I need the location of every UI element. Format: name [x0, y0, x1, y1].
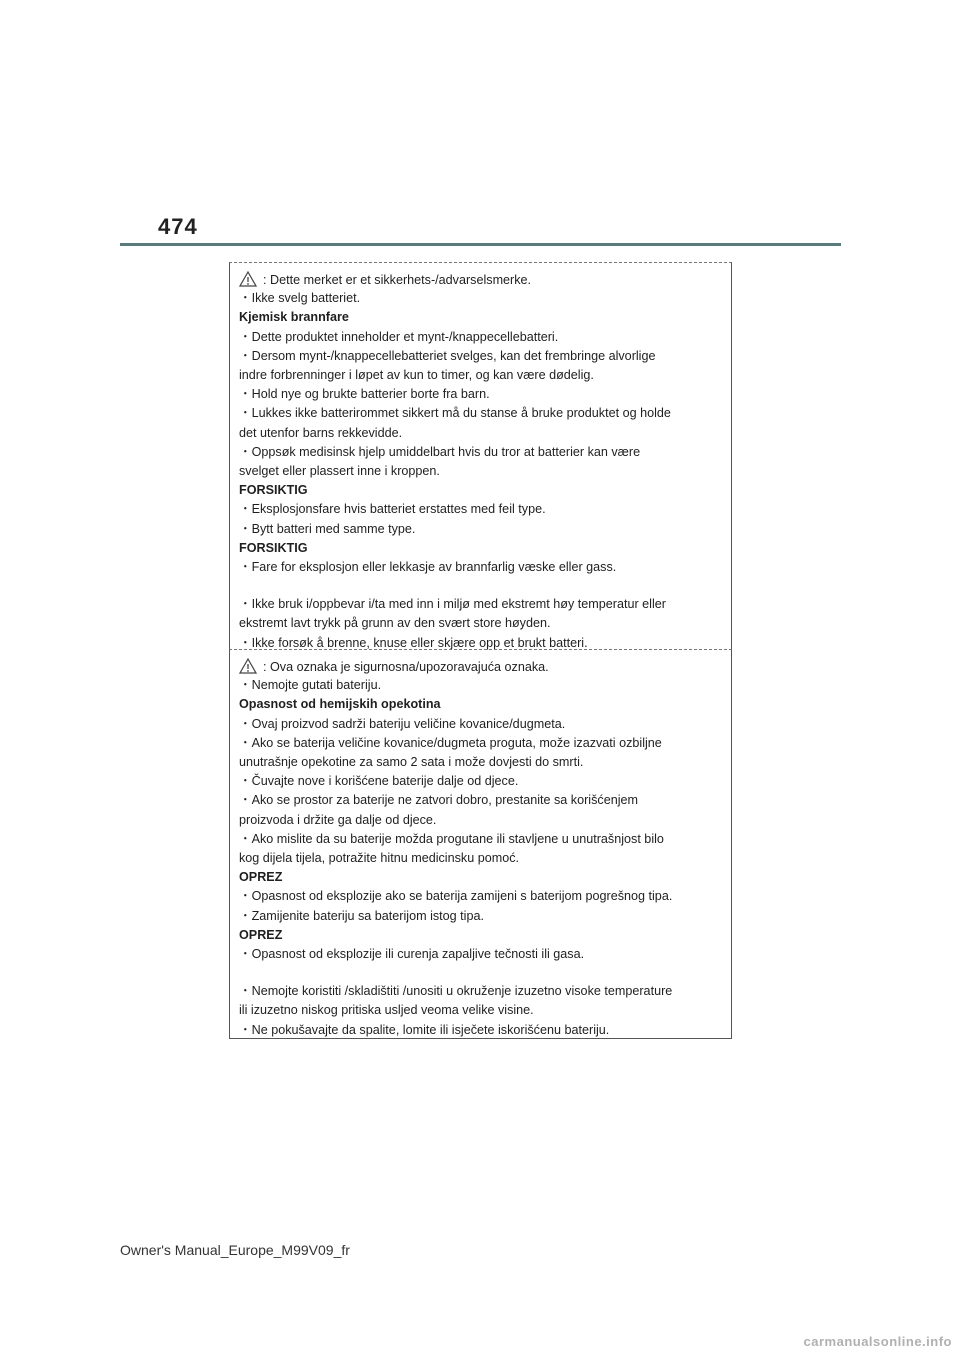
warning-line: [239, 792, 638, 808]
line-text: OPREZ: [239, 927, 283, 942]
line-text: ekstremt lavt trykk på grunn av den svært store høyden.: [239, 616, 551, 631]
line-text: ・Čuvajte nove i korišćene baterije dalje od djece.: [239, 774, 519, 789]
warning-line: [239, 983, 672, 999]
line-text: ・Dette produktet inneholder et mynt-/knappecellebatteri.: [239, 329, 559, 344]
warning-line: [239, 444, 640, 460]
line-text: ・Ako mislite da su baterije možda progutane ili stavljene u unutrašnjost bilo: [239, 831, 664, 846]
section-heading: [239, 696, 441, 712]
warning-line: [239, 735, 662, 751]
warning-line: [239, 754, 583, 770]
line-text: Opasnost od hemijskih opekotina: [239, 697, 441, 712]
line-text: ・Ovaj proizvod sadrži bateriju veličine kovanice/dugmeta.: [239, 716, 566, 731]
section-heading: [239, 869, 282, 885]
warning-line: [239, 405, 671, 421]
line-text: ・Dersom mynt-/knappecellebatteriet svelges, kan det frembringe alvorlige: [239, 348, 656, 363]
warning-line: [239, 463, 440, 479]
warning-line: [239, 716, 565, 732]
warning-line: [239, 658, 549, 678]
warning-line: [239, 1022, 609, 1038]
warning-line: [239, 946, 584, 962]
warning-line: [239, 888, 672, 904]
warning-line: [239, 677, 381, 693]
section-heading: [239, 309, 349, 325]
warning-triangle-icon: [239, 658, 257, 678]
warning-line: [239, 1002, 534, 1018]
section-heading: [239, 482, 308, 498]
line-text: svelget eller plassert inne i kroppen.: [239, 464, 440, 478]
line-text: ・Eksplosjonsfare hvis batteriet erstattes med feil type.: [239, 502, 546, 517]
line-text: ・Ikke bruk i/oppbevar i/ta med inn i miljø med ekstremt høy temperatur eller: [239, 597, 666, 612]
line-text: kog dijela tijela, potražite hitnu medicinsku pomoć.: [239, 851, 520, 865]
line-text: ・Opasnost od eksplozije ako se baterija zamijeni s baterijom pogrešnog tipa.: [239, 889, 673, 904]
warning-line: [239, 271, 531, 291]
warning-line: [239, 501, 546, 517]
line-text: : Dette merket er et sikkerhets-/advarselsmerke.: [263, 273, 532, 287]
section-heading: [239, 540, 308, 556]
header-rule: [120, 243, 841, 246]
line-text: ・Ako se prostor za baterije ne zatvori dobro, prestanite sa korišćenjem: [239, 793, 638, 808]
line-text: FORSIKTIG: [239, 483, 308, 498]
line-text: ・Bytt batteri med samme type.: [239, 521, 416, 536]
warning-line: [239, 386, 490, 402]
line-text: det utenfor barns rekkevidde.: [239, 425, 403, 440]
warning-line: [239, 367, 594, 383]
warning-line: [239, 559, 616, 575]
line-text: proizvoda i držite ga dalje od djece.: [239, 812, 437, 827]
line-text: unutrašnje opekotine za samo 2 sata i može dovjesti do smrti.: [239, 755, 584, 769]
warning-line: [239, 425, 402, 441]
warning-triangle-icon: [239, 271, 257, 291]
footer-doc-id: Owner's Manual_Europe_M99V09_fr: [120, 1242, 350, 1258]
line-text: ・Opasnost od eksplozije ili curenja zapaljive tečnosti ili gasa.: [239, 947, 585, 961]
line-text: OPREZ: [239, 870, 283, 885]
line-text: ili izuzetno niskog pritiska usljed veoma velike visine.: [239, 1003, 534, 1018]
warning-line: [239, 850, 519, 866]
line-text: ・Ako se baterija veličine kovanice/dugmeta proguta, može izazvati ozbiljne: [239, 735, 662, 750]
line-text: ・Nemojte koristiti /skladištiti /unositi u okruženje izuzetno visoke temperature: [239, 984, 673, 999]
line-text: ・Lukkes ikke batterirommet sikkert må du stanse å bruke produktet og holde: [239, 406, 671, 421]
warning-line: [239, 290, 360, 306]
warning-line: [239, 329, 558, 345]
page-number: 474: [158, 214, 198, 239]
line-text: ・Hold nye og brukte batterier borte fra barn.: [239, 387, 490, 402]
line-text: : Ova oznaka je sigurnosna/upozoravajuća oznaka.: [263, 660, 549, 674]
line-text: ・Ikke svelg batteriet.: [239, 291, 361, 306]
warning-line: [239, 521, 415, 537]
line-text: ・Ikke forsøk å brenne, knuse eller skjære opp et brukt batteri.: [239, 635, 588, 650]
warning-line: [239, 831, 664, 847]
warning-line: [239, 908, 484, 924]
line-text: ・Zamijenite bateriju sa baterijom istog tipa.: [239, 908, 484, 923]
line-text: indre forbrenninger i løpet av kun to timer, og kan være dødelig.: [239, 368, 594, 382]
warning-line: [239, 596, 666, 612]
line-text: ・Ne pokušavajte da spalite, lomite ili isječete iskorišćenu bateriju.: [239, 1022, 610, 1037]
watermark: carmanualsonline.info: [803, 1334, 952, 1349]
croatian-warning-box: [229, 649, 732, 1039]
warning-line: [239, 615, 550, 631]
warning-line: [239, 348, 656, 364]
line-text: ・Oppsøk medisinsk hjelp umiddelbart hvis du tror at batterier kan være: [239, 444, 641, 459]
section-heading: [239, 927, 282, 943]
norwegian-warning-box: [229, 262, 732, 649]
warning-line: [239, 773, 518, 789]
line-text: Kjemisk brannfare: [239, 310, 349, 325]
line-text: FORSIKTIG: [239, 540, 308, 555]
line-text: ・Fare for eksplosjon eller lekkasje av brannfarlig væske eller gass.: [239, 560, 617, 574]
line-text: ・Nemojte gutati bateriju.: [239, 678, 382, 693]
warning-line: [239, 812, 436, 828]
